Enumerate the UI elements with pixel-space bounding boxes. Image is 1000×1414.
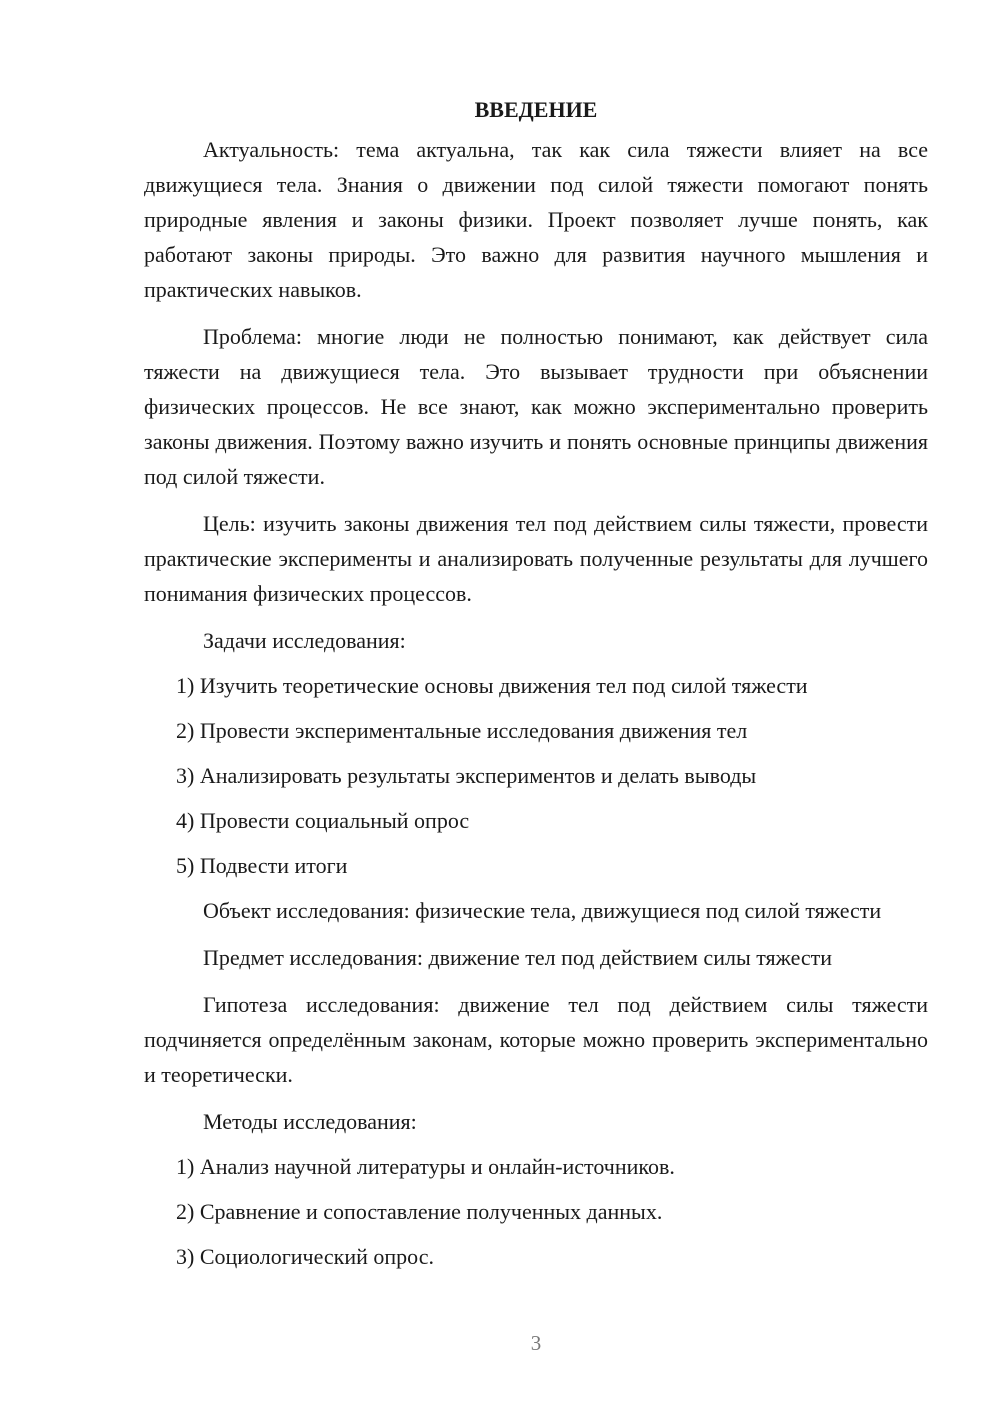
methods-list: [144, 1149, 928, 1274]
task-item: 2) Провести экспериментальные исследования движения тел: [176, 718, 748, 743]
problem-paragraph: Проблема: многие люди не полностью понимают, как действует сила тяжести на движущиеся тела. Это вызывает трудности при объяснении физических процессов. Не все знают, как можно экспериментально проверить законы движения. Поэтому важно изучить и понять основные принципы движения под силой тяжести.: [144, 324, 928, 489]
section-heading: ВВЕДЕНИЕ: [474, 97, 598, 122]
task-item: 5) Подвести итоги: [176, 853, 348, 878]
goal-paragraph: Цель: изучить законы движения тел под действием силы тяжести, провести практические эксперименты и анализировать полученные результаты для лучшего понимания физических процессов.: [144, 511, 928, 606]
relevance-paragraph: Актуальность: тема актуальна, так как сила тяжести влияет на все движущиеся тела. Знания о движении под силой тяжести помогают понять природные явления и законы физики. Проект позволяет лучше понять, как работают законы природы. Это важно для развития научного мышления и практических навыков.: [144, 137, 928, 302]
task-item: 3) Анализировать результаты экспериментов и делать выводы: [176, 763, 757, 788]
method-item: 3) Социологический опрос.: [176, 1244, 434, 1269]
methods-label: Методы исследования:: [203, 1109, 417, 1134]
task-item: 4) Провести социальный опрос: [176, 808, 470, 833]
hypothesis-paragraph: Гипотеза исследования: движение тел под действием силы тяжести подчиняется определённым законам, которые можно проверить экспериментально и теоретически.: [144, 992, 928, 1087]
task-item: 1) Изучить теоретические основы движения тел под силой тяжести: [176, 673, 808, 698]
method-item: 2) Сравнение и сопоставление полученных данных.: [176, 1199, 663, 1224]
tasks-label: Задачи исследования:: [203, 628, 406, 653]
object-paragraph: Объект исследования: физические тела, движущиеся под силой тяжести: [203, 898, 882, 923]
page-number: 3: [530, 1331, 542, 1355]
tasks-list: [144, 668, 928, 883]
method-item: 1) Анализ научной литературы и онлайн-источников.: [176, 1154, 675, 1179]
document-page: [144, 96, 928, 1284]
subject-paragraph: Предмет исследования: движение тел под действием силы тяжести: [203, 945, 833, 970]
